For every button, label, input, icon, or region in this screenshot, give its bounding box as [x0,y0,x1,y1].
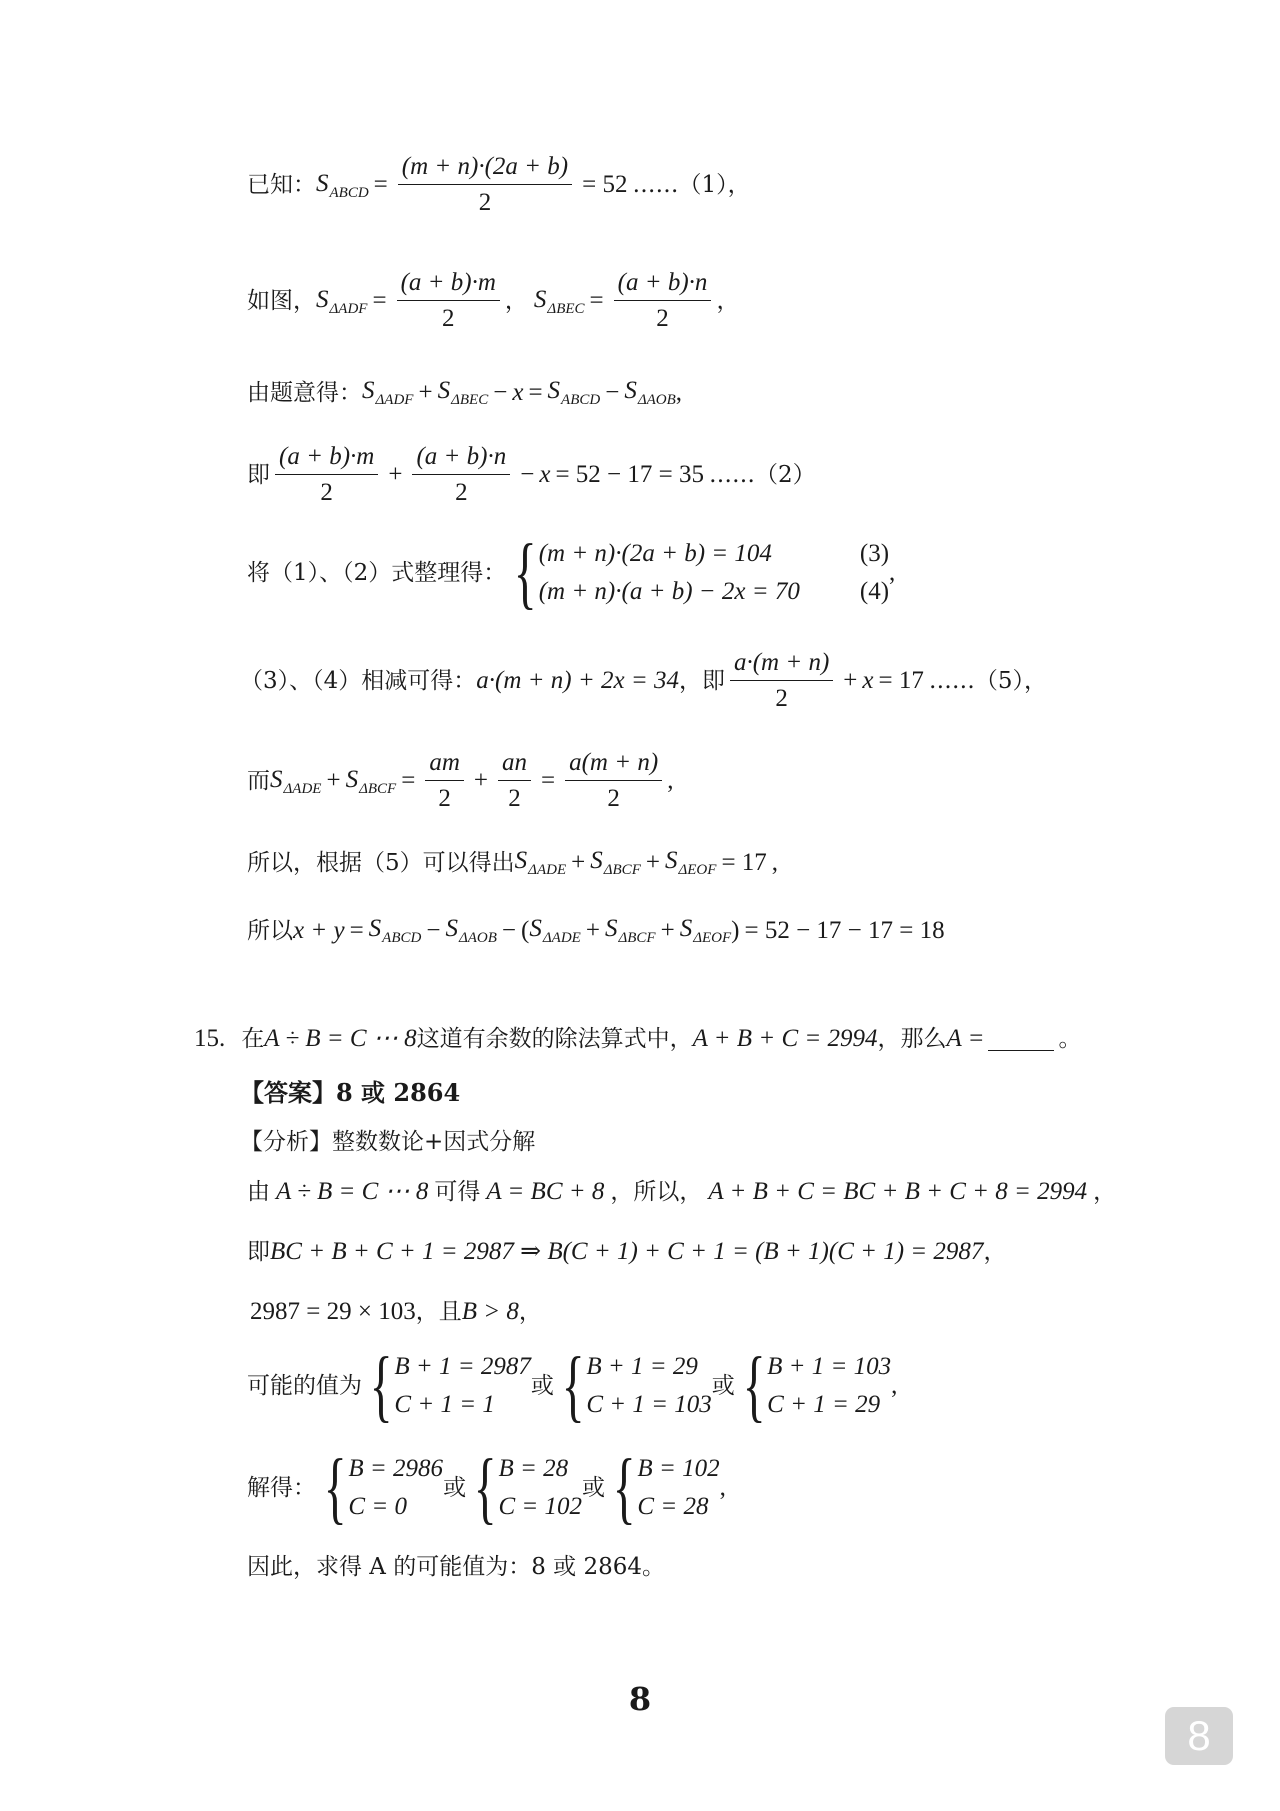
system-line: C + 1 = 1 [394,1391,495,1418]
fraction: $\frac{a\cdot(m + n)}{2}$ [730,648,833,714]
math-expr: A = BC + 8 [486,1178,605,1205]
system-line: C = 0 [348,1493,407,1520]
line-system-34: 将（1）、（2）式整理得： { (m + n)·(2a + b) = 104 (m + n)·(a + b) − 2x = 70 (3) (4) , [247,529,896,617]
eq-tag-3: (3) [859,540,890,567]
solutions: 解得： { B = 2986 C = 0 或 { B = 28 C = 102 或 { B = 102 C = 28 , [247,1444,726,1532]
math-expr: A ÷ B = C ⋯ 8 [276,1178,429,1205]
fraction: $\frac{an}{2}$ [498,748,531,814]
line-equation-2: 即 $\frac{(a + b)\cdot m}{2}$ + $\frac{(a + b)\cdot n}{2}$ − x = 52 − 17 = 35 …… （2） [247,443,816,506]
system-line: B = 2986 [348,1455,444,1482]
eq-tag-1: （1）， [678,172,751,198]
system-line: C + 1 = 103 [586,1391,712,1418]
analysis-label: 【分析】整数数论+因式分解 [240,1129,536,1155]
system-line: B + 1 = 103 [767,1353,892,1380]
label-rearrange: 将（1）、（2）式整理得： [247,560,507,586]
math-expr: A = [946,1025,985,1052]
conclusion: 因此，求得 A 的可能值为：8 或 2864。 [247,1554,666,1580]
fraction: $\frac{(a + b)\cdot n}{2}$ [412,442,510,508]
system-line: B = 28 [498,1455,569,1482]
line-known: 已知： $S_{ABCD}$ = $\frac{(m + n)\cdot(2a + b)}{2}$ = 52 …… （1）， [247,153,751,216]
comma: ， [716,288,740,314]
line-so-by5: 所以，根据（5）可以得出 $S_{\Delta ADE}$ + $S_{\Delta BCF}$ + $S_{\Delta EOF}$ = 17 , [247,847,779,878]
text-or: 或 [582,1475,606,1501]
math-expr: 2987 = 29 × 103 [250,1298,416,1325]
step-1 [247,1177,1116,1207]
page-badge: 8 [1165,1707,1233,1765]
math-expr: A + B + C = 2994 [692,1025,878,1052]
math-expr: B > 8 [461,1298,519,1325]
comma-ji: ，即 [678,668,725,694]
text: ， [1093,1179,1117,1205]
eq-tag-2: （2） [755,462,816,488]
left-brace: { [742,1342,766,1430]
left-brace: { [513,529,538,617]
dots: …… [632,172,679,198]
line-and: 而 $S_{\Delta ADE}$ + $S_{\Delta BCF}$ = $\frac{am}{2}$ + $\frac{an}{2}$ = $\frac{a(m + n)}{2}$ , [247,749,674,812]
dots: …… [928,668,975,694]
text: 这道有余数的除法算式中， [416,1026,693,1052]
page-number: 8 [628,1680,652,1718]
math-expr: A + B + C = BC + B + C + 8 = 2994 [708,1178,1088,1205]
line-figure: 如图， $S_{\Delta ADF}$ = $\frac{(a + b)\cdot m}{2}$ ， $S_{\Delta BEC}$ = $\frac{(a + b)\cdot n}{2}$ ， [247,269,740,332]
label-and: 而 [247,768,270,794]
system-line: C = 102 [498,1493,583,1520]
text: ，且 [415,1299,462,1325]
text: 可得 [434,1179,481,1205]
text: ， [518,1299,542,1325]
text-or: 或 [443,1475,467,1501]
math-expr: A ÷ B = C ⋯ 8 [264,1025,417,1052]
left-brace: { [612,1444,636,1532]
text: 可能的值为 [247,1373,362,1399]
system-line: C = 28 [637,1493,709,1520]
math-expr: BC + B + C + 1 = 2987 ⇒ B(C + 1) + C + 1 = (B + 1)(C + 1) = 2987 [270,1238,984,1265]
label-ji: 即 [247,462,270,488]
fraction: $\frac{(a + b)\cdot n}{2}$ [614,268,712,334]
text: ， [983,1239,1007,1265]
label-subtract: （3）、（4）相减可得： [240,668,477,694]
step-3 [250,1297,542,1327]
fraction: $\frac{am}{2}$ [425,748,464,814]
line-subtract: （3）、（4）相减可得： a·(m + n) + 2x = 34 ，即 $\frac{a\cdot(m + n)}{2}$ + x = 17 …… （5）， [240,649,1047,712]
problem-number: 15. [194,1025,226,1052]
left-brace: { [561,1342,585,1430]
system-line: B + 1 = 29 [586,1353,698,1380]
label-known: 已知： [247,172,316,198]
label-so-by5: 所以，根据（5）可以得出 [247,849,515,876]
text: 在 [241,1026,265,1052]
text: 解得： [247,1475,316,1501]
label-so: 所以 [247,917,293,944]
dots: …… [709,462,755,488]
left-brace: { [323,1444,347,1532]
fraction: $\frac{(m + n)\cdot(2a + b)}{2}$ [398,152,572,218]
left-brace: { [369,1342,393,1430]
fraction: $\frac{a(m + n)}{2}$ [565,748,662,814]
line-so-xy: 所以 x + y = $S_{ABCD}$ − $S_{\Delta AOB}$ − ( $S_{\Delta ADE}$ + $S_{\Delta BCF}$ + $S_{\Delta EOF}$ ) = 52 − 17 − 17 = 18 [247,915,945,946]
label-by-problem: 由题意得： [247,379,362,406]
line-by-problem: 由题意得： $S_{\Delta ADF}$ + $S_{\Delta BEC}$ − x = $S_{ABCD}$ − $S_{\Delta AOB}$ , [247,377,683,408]
fraction: $\frac{(a + b)\cdot m}{2}$ [397,268,500,334]
math-s-abcd: $S_{ABCD}$ [316,169,369,201]
step-2 [247,1237,1006,1267]
problem-15-statement [194,1024,1081,1054]
text-or: 或 [530,1373,554,1399]
text: ，那么 [877,1026,947,1052]
left-brace: { [473,1444,497,1532]
system-line: C + 1 = 29 [767,1391,881,1418]
text: 由 [247,1179,270,1205]
eq-tag-4: (4) [859,578,890,605]
text: 。 [1058,1026,1082,1052]
fraction: $\frac{(a + b)\cdot m}{2}$ [275,442,378,508]
comma: ， [504,288,528,314]
system-line: B + 1 = 2987 [394,1353,531,1380]
text-or: 或 [711,1373,735,1399]
answer-label: 【答案】8 或 2864 [240,1078,461,1107]
system-line: B = 102 [637,1455,720,1482]
possible-values: 可能的值为 { B + 1 = 2987 C + 1 = 1 或 { B + 1 = 29 C + 1 = 103 或 { B + 1 = 103 C + 1 = 29 , [247,1342,898,1430]
eq-tag-5: （5）， [974,668,1047,694]
text: ，所以， [610,1179,703,1205]
answer-blank [988,1028,1054,1051]
text: 即 [247,1239,270,1265]
label-as-figure: 如图， [247,288,316,314]
